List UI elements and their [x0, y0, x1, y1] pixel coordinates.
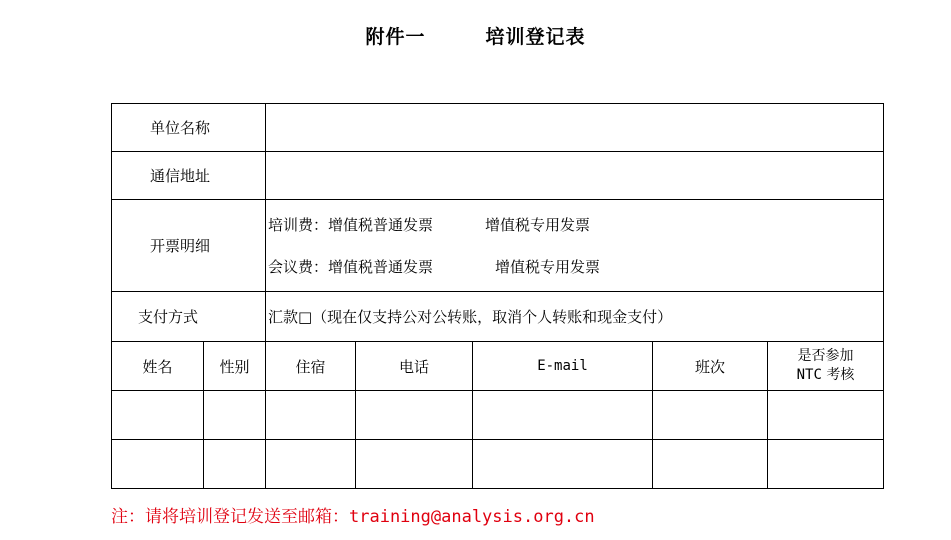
payment-label: 支付方式 — [112, 292, 266, 342]
payment-method: 汇款□（现在仅支持公对公转账，取消个人转账和现金支付） — [266, 292, 884, 342]
gender-cell[interactable] — [204, 440, 266, 489]
unit-name-row — [112, 104, 884, 152]
class-cell[interactable] — [653, 391, 768, 440]
note-email: training@analysis.org.cn — [349, 507, 595, 527]
name-cell[interactable] — [112, 440, 204, 489]
invoice-training-special: 增值税专用发票 — [485, 215, 591, 234]
col-name-header: 姓名 — [112, 342, 204, 391]
table-row — [112, 391, 884, 440]
submission-note — [111, 502, 595, 527]
invoice-label: 开票明细 — [112, 200, 266, 292]
ntc-line1: 是否参加 — [797, 348, 854, 364]
address-label: 通信地址 — [112, 152, 266, 200]
name-cell[interactable] — [112, 391, 204, 440]
invoice-row — [112, 200, 884, 292]
payment-row — [112, 292, 884, 342]
email-cell[interactable] — [473, 440, 653, 489]
col-class-header: 班次 — [653, 342, 768, 391]
invoice-training-type: 培训费：增值税普通发票 — [268, 215, 434, 234]
col-gender-header: 性别 — [204, 342, 266, 391]
col-lodging-header: 住宿 — [266, 342, 356, 391]
form-title — [0, 22, 951, 49]
unit-name-label: 单位名称 — [112, 104, 266, 152]
registration-table — [111, 103, 884, 489]
ntc-line2: NTC 考核 — [796, 367, 855, 383]
form-name: 培训登记表 — [485, 26, 586, 48]
gender-cell[interactable] — [204, 391, 266, 440]
note-prefix: 注：请将培训登记发送至邮箱： — [111, 507, 349, 527]
ntc-cell[interactable] — [768, 440, 884, 489]
header-row — [112, 342, 884, 391]
invoice-details — [266, 200, 884, 292]
invoice-meeting-special: 增值税专用发票 — [495, 257, 601, 276]
col-phone-header: 电话 — [356, 342, 473, 391]
lodging-cell[interactable] — [266, 391, 356, 440]
col-ntc-header — [768, 342, 884, 391]
unit-name-field[interactable] — [266, 104, 884, 152]
col-email-header: E-mail — [473, 342, 653, 391]
table-row — [112, 440, 884, 489]
class-cell[interactable] — [653, 440, 768, 489]
address-field[interactable] — [266, 152, 884, 200]
phone-cell[interactable] — [356, 440, 473, 489]
email-cell[interactable] — [473, 391, 653, 440]
ntc-cell[interactable] — [768, 391, 884, 440]
attachment-label: 附件一 — [365, 26, 426, 48]
lodging-cell[interactable] — [266, 440, 356, 489]
invoice-training-line — [268, 214, 883, 236]
invoice-meeting-type: 会议费：增值税普通发票 — [268, 257, 434, 276]
address-row — [112, 152, 884, 200]
phone-cell[interactable] — [356, 391, 473, 440]
invoice-meeting-line — [268, 256, 883, 278]
